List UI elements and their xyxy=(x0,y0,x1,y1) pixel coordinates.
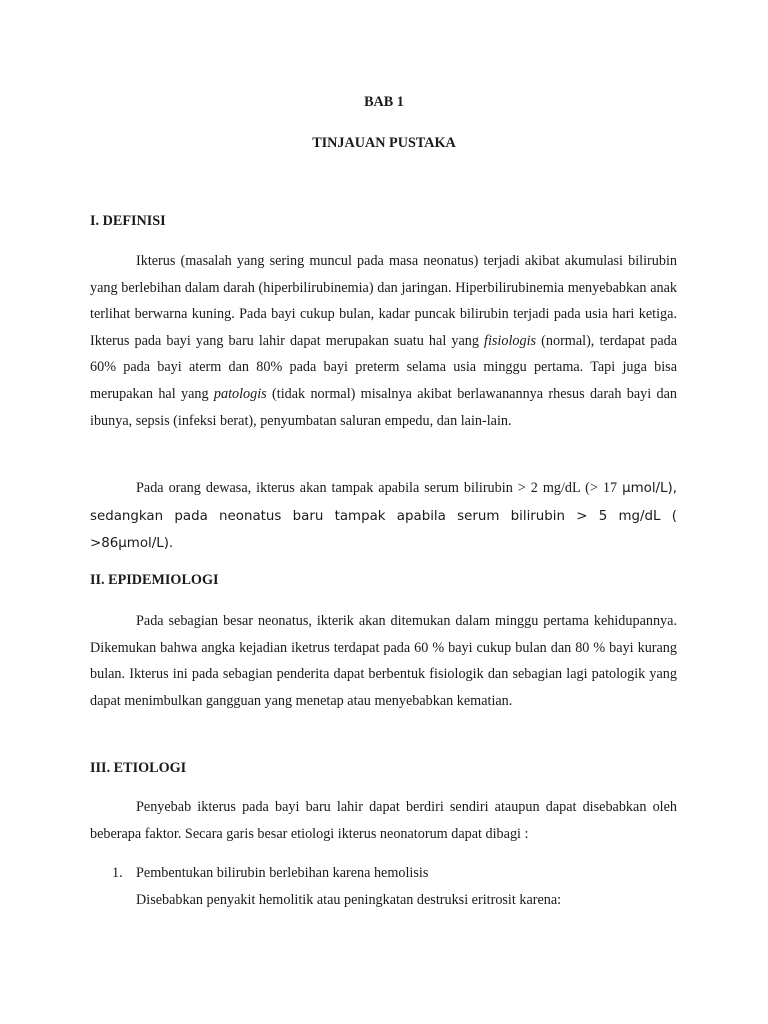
section-heading-etiologi: III. ETIOLOGI xyxy=(90,760,187,776)
paragraph-definisi-1 xyxy=(90,248,677,434)
text-run-sans: μmol/L), sedangkan pada neonatus baru tampak apabila serum bilirubin > 5 mg/dL ( >86μmol/L). xyxy=(90,481,677,552)
text-run: Ikterus (masalah yang sering muncul pada masa neonatus) terjadi akibat akumulasi bilirubin yang berlebihan dalam darah (hiperbilirubinemia) dan jaringan. Hiperbilirubinemia menyebabkan anak terlihat berwarna kuning. Pada bayi cukup bulan, kadar puncak bilirubin terjadi pada usia hari ketiga. Ikterus pada bayi yang baru lahir dapat merupakan suatu hal yang xyxy=(90,253,677,349)
section-heading-definisi: I. DEFINISI xyxy=(90,213,166,229)
paragraph-epidemiologi-1 xyxy=(90,608,677,714)
list-item-title: Pembentukan bilirubin berlebihan karena hemolisis xyxy=(136,865,429,881)
chapter-label: BAB 1 xyxy=(364,94,404,110)
section-heading-epidemiologi: II. EPIDEMIOLOGI xyxy=(90,572,219,588)
text-run: Pada orang dewasa, ikterus akan tampak apabila serum bilirubin > 2 mg/dL (> 17 xyxy=(136,480,623,496)
paragraph-definisi-2 xyxy=(90,475,677,558)
list-item-description: Disebabkan penyakit hemolitik atau peningkatan destruksi eritrosit karena: xyxy=(136,891,562,908)
text-run: (normal), terdapat pada 60% pada bayi aterm dan 80% pada bayi preterm selama usia minggu pertama. Tapi juga bisa merupakan hal yang xyxy=(90,332,678,402)
text-run: (tidak normal) misalnya akibat berlawanannya rhesus darah bayi dan ibunya, sepsis (infeksi berat), penyumbatan saluran empedu, dan lain-lain. xyxy=(90,385,677,429)
italic-term-fisiologis: fisiologis xyxy=(484,332,537,349)
list-item-number: 1. xyxy=(112,865,123,881)
chapter-title: TINJAUAN PUSTAKA xyxy=(312,135,456,151)
text-run: Penyebab ikterus pada bayi baru lahir dapat berdiri sendiri ataupun dapat disebabkan oleh beberapa faktor. Secara garis besar etiologi ikterus neonatorum dapat dibagi : xyxy=(90,799,677,842)
text-run: Pada sebagian besar neonatus, ikterik akan ditemukan dalam minggu pertama kehidupannya. Dikemukan bahwa angka kejadian iketrus terdapat pada 60 % bayi cukup bulan dan 80 % bayi kurang bulan. Ikterus ini pada sebagian penderita dapat berbentuk fisiologik dan sebagian lagi patologik yang dapat menimbulkan gangguan yang menetap atau menyebabkan kematian. xyxy=(90,613,677,709)
paragraph-etiologi-1 xyxy=(90,794,677,847)
italic-term-patologis: patologis xyxy=(213,385,267,402)
